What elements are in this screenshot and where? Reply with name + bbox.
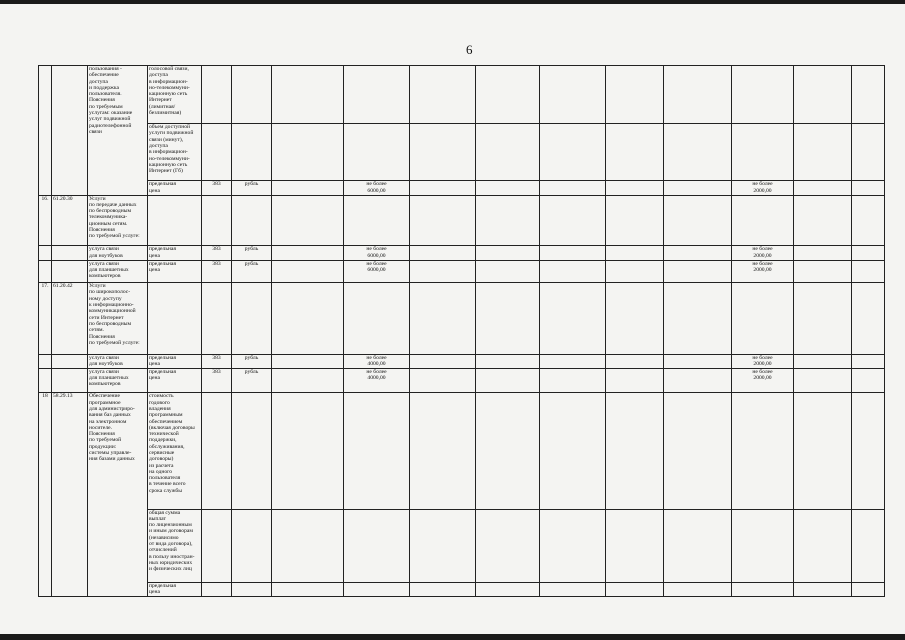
unit-name [232, 66, 272, 124]
empty-cell [794, 509, 852, 582]
empty-cell [272, 283, 344, 354]
max-price-value: не более 6000,00 [344, 246, 410, 260]
empty-cell [606, 66, 664, 124]
empty-cell [476, 354, 540, 368]
row-number [39, 66, 52, 196]
okpd2-code [52, 368, 88, 392]
empty-cell [410, 195, 476, 246]
characteristic-name [148, 195, 202, 246]
empty-cell [540, 246, 606, 260]
characteristic-name: предельная цена [148, 181, 202, 195]
empty-cell [410, 509, 476, 582]
max-price-value: не более 4000,00 [344, 368, 410, 392]
table-row [39, 246, 885, 260]
characteristic-name: предельная цена [148, 368, 202, 392]
empty-cell [606, 509, 664, 582]
product-name: Услуги по широкополос- ному доступу к информационно- коммуникационной сети Интернет по беспроводным сетям. Пояснения по требуемой услуге: [88, 283, 148, 354]
okei-code [202, 393, 232, 509]
max-price-value-2: не более 2000,00 [732, 246, 794, 260]
empty-cell [272, 246, 344, 260]
empty-cell [540, 66, 606, 124]
empty-cell [664, 181, 732, 195]
empty-cell [476, 509, 540, 582]
characteristic-name: стоимость годового владения программным обеспечением (включая договоры технической поддержки, обслуживания, сервисные договоры) из расчета на одного пользователя в течение всего срока службы [148, 393, 202, 509]
row-number [39, 354, 52, 368]
empty-cell [794, 368, 852, 392]
empty-cell [852, 393, 885, 509]
empty-cell [410, 124, 476, 181]
empty-cell [272, 509, 344, 582]
table-row [39, 124, 885, 181]
requirements-table [38, 65, 885, 597]
characteristic-name: предельная цена [148, 354, 202, 368]
empty-cell [410, 181, 476, 195]
empty-cell [476, 195, 540, 246]
empty-cell [852, 583, 885, 597]
unit-name [232, 509, 272, 582]
row-number [39, 260, 52, 282]
empty-cell [852, 260, 885, 282]
unit-name [232, 283, 272, 354]
empty-cell [410, 66, 476, 124]
empty-cell [794, 354, 852, 368]
empty-cell [852, 66, 885, 124]
empty-cell [410, 260, 476, 282]
empty-cell [476, 368, 540, 392]
okpd2-code [52, 66, 88, 196]
okpd2-code: 61.20.42 [52, 283, 88, 354]
empty-cell [540, 195, 606, 246]
empty-cell [794, 195, 852, 246]
empty-cell [272, 124, 344, 181]
row-number: 16. [39, 195, 52, 246]
max-price-value: не более 6000,00 [344, 260, 410, 282]
unit-name: рубль [232, 181, 272, 195]
empty-cell [664, 195, 732, 246]
empty-cell [664, 260, 732, 282]
okei-code [202, 124, 232, 181]
empty-cell [272, 260, 344, 282]
unit-name: рубль [232, 354, 272, 368]
empty-cell [794, 246, 852, 260]
empty-cell [852, 354, 885, 368]
row-number: 17. [39, 283, 52, 354]
empty-cell [476, 583, 540, 597]
empty-cell [664, 124, 732, 181]
empty-cell [794, 181, 852, 195]
table-row [39, 368, 885, 392]
unit-name: рубль [232, 260, 272, 282]
characteristic-name: голосовой связи, доступа в информацион- но-телекоммуни- кационную сеть Интернет (лимитная/ безлимитная) [148, 66, 202, 124]
empty-cell [476, 283, 540, 354]
empty-cell [410, 354, 476, 368]
empty-cell [476, 181, 540, 195]
empty-cell [272, 195, 344, 246]
empty-cell [852, 124, 885, 181]
empty-cell [664, 509, 732, 582]
empty-cell [664, 393, 732, 509]
empty-cell [540, 583, 606, 597]
row-number [39, 368, 52, 392]
okei-code [202, 583, 232, 597]
okei-code [202, 283, 232, 354]
okpd2-code [52, 354, 88, 368]
max-price-value [344, 509, 410, 582]
max-price-value [344, 283, 410, 354]
empty-cell [272, 354, 344, 368]
unit-name [232, 195, 272, 246]
empty-cell [540, 260, 606, 282]
empty-cell [852, 181, 885, 195]
empty-cell [664, 283, 732, 354]
table-row [39, 195, 885, 246]
empty-cell [476, 260, 540, 282]
empty-cell [476, 246, 540, 260]
page-number: 6 [466, 42, 473, 57]
unit-name [232, 393, 272, 509]
empty-cell [664, 66, 732, 124]
max-price-value-2 [732, 195, 794, 246]
scan-edge-bottom [0, 634, 905, 640]
empty-cell [410, 246, 476, 260]
empty-cell [606, 260, 664, 282]
empty-cell [664, 354, 732, 368]
max-price-value: не более 6000,00 [344, 181, 410, 195]
table-row [39, 509, 885, 582]
empty-cell [540, 181, 606, 195]
empty-cell [606, 283, 664, 354]
max-price-value-2 [732, 283, 794, 354]
unit-name: рубль [232, 368, 272, 392]
empty-cell [476, 66, 540, 124]
table-row [39, 393, 885, 509]
empty-cell [852, 283, 885, 354]
empty-cell [852, 368, 885, 392]
product-name: Обеспечение программное для администриро- вания баз данных на электронном носителе. Пояснения по требуемой продукции: системы управле- ния базами данных [88, 393, 148, 597]
unit-name: рубль [232, 246, 272, 260]
max-price-value-2 [732, 583, 794, 597]
empty-cell [852, 509, 885, 582]
empty-cell [606, 354, 664, 368]
empty-cell [664, 246, 732, 260]
okei-code: 383 [202, 246, 232, 260]
table-row [39, 66, 885, 124]
okpd2-code [52, 246, 88, 260]
empty-cell [476, 124, 540, 181]
empty-cell [272, 181, 344, 195]
empty-cell [606, 124, 664, 181]
max-price-value-2 [732, 509, 794, 582]
characteristic-name: объем доступной услуги подвижной связи (минут), доступа в информацион- но-телекоммуни- кационную сеть Интернет (Гб) [148, 124, 202, 181]
empty-cell [410, 583, 476, 597]
empty-cell [606, 246, 664, 260]
product-name: пользования - обеспечение доступа и поддержка пользователя. Пояснения по требуемым услугам: оказание услуг подвижной радиотелефонной связи [88, 66, 148, 196]
empty-cell [794, 283, 852, 354]
max-price-value [344, 393, 410, 509]
empty-cell [794, 66, 852, 124]
empty-cell [410, 393, 476, 509]
okei-code: 383 [202, 368, 232, 392]
empty-cell [272, 583, 344, 597]
empty-cell [794, 583, 852, 597]
okei-code: 383 [202, 354, 232, 368]
characteristic-name [148, 283, 202, 354]
max-price-value [344, 124, 410, 181]
empty-cell [664, 583, 732, 597]
max-price-value-2: не более 2000,00 [732, 354, 794, 368]
table-row [39, 283, 885, 354]
max-price-value-2: не более 2000,00 [732, 260, 794, 282]
scan-edge-top [0, 0, 905, 4]
characteristic-name: предельная цена [148, 583, 202, 597]
product-name: услуга связи для планшетных компьютеров [88, 260, 148, 282]
table-row [39, 260, 885, 282]
empty-cell [540, 368, 606, 392]
unit-name [232, 124, 272, 181]
empty-cell [794, 124, 852, 181]
empty-cell [540, 393, 606, 509]
max-price-value-2: не более 2000,00 [732, 181, 794, 195]
empty-cell [272, 66, 344, 124]
empty-cell [476, 393, 540, 509]
empty-cell [606, 393, 664, 509]
product-name: услуга связи для ноутбуков [88, 246, 148, 260]
product-name: услуга связи для планшетных компьютеров [88, 368, 148, 392]
empty-cell [606, 181, 664, 195]
empty-cell [272, 393, 344, 509]
table-row [39, 181, 885, 195]
max-price-value [344, 583, 410, 597]
table-row [39, 354, 885, 368]
characteristic-name: предельная цена [148, 260, 202, 282]
empty-cell [410, 283, 476, 354]
empty-cell [606, 195, 664, 246]
max-price-value-2 [732, 393, 794, 509]
okei-code: 383 [202, 260, 232, 282]
empty-cell [540, 509, 606, 582]
empty-cell [794, 260, 852, 282]
empty-cell [272, 368, 344, 392]
row-number: 18 [39, 393, 52, 597]
table-row [39, 583, 885, 597]
empty-cell [664, 368, 732, 392]
unit-name [232, 583, 272, 597]
product-name: Услуги по передаче данных по беспроводным телекоммуника- ционным сетям. Пояснения по требуемой услуге: [88, 195, 148, 246]
max-price-value [344, 195, 410, 246]
max-price-value-2 [732, 124, 794, 181]
empty-cell [410, 368, 476, 392]
empty-cell [540, 283, 606, 354]
okpd2-code: 58.29.13 [52, 393, 88, 597]
okei-code: 383 [202, 181, 232, 195]
okei-code [202, 509, 232, 582]
okpd2-code: 61.20.30 [52, 195, 88, 246]
empty-cell [606, 368, 664, 392]
empty-cell [606, 583, 664, 597]
okei-code [202, 195, 232, 246]
empty-cell [852, 246, 885, 260]
empty-cell [794, 393, 852, 509]
empty-cell [540, 354, 606, 368]
characteristic-name: предельная цена [148, 246, 202, 260]
max-price-value-2 [732, 66, 794, 124]
max-price-value-2: не более 2000,00 [732, 368, 794, 392]
empty-cell [540, 124, 606, 181]
row-number [39, 246, 52, 260]
characteristic-name: общая сумма выплат по лицензионным и иным договорам (независимо от вида договора), отчислений в пользу иностран- ных юридических и физических лиц [148, 509, 202, 582]
empty-cell [852, 195, 885, 246]
max-price-value: не более 4000,00 [344, 354, 410, 368]
okei-code [202, 66, 232, 124]
product-name: услуга связи для ноутбуков [88, 354, 148, 368]
max-price-value [344, 66, 410, 124]
okpd2-code [52, 260, 88, 282]
